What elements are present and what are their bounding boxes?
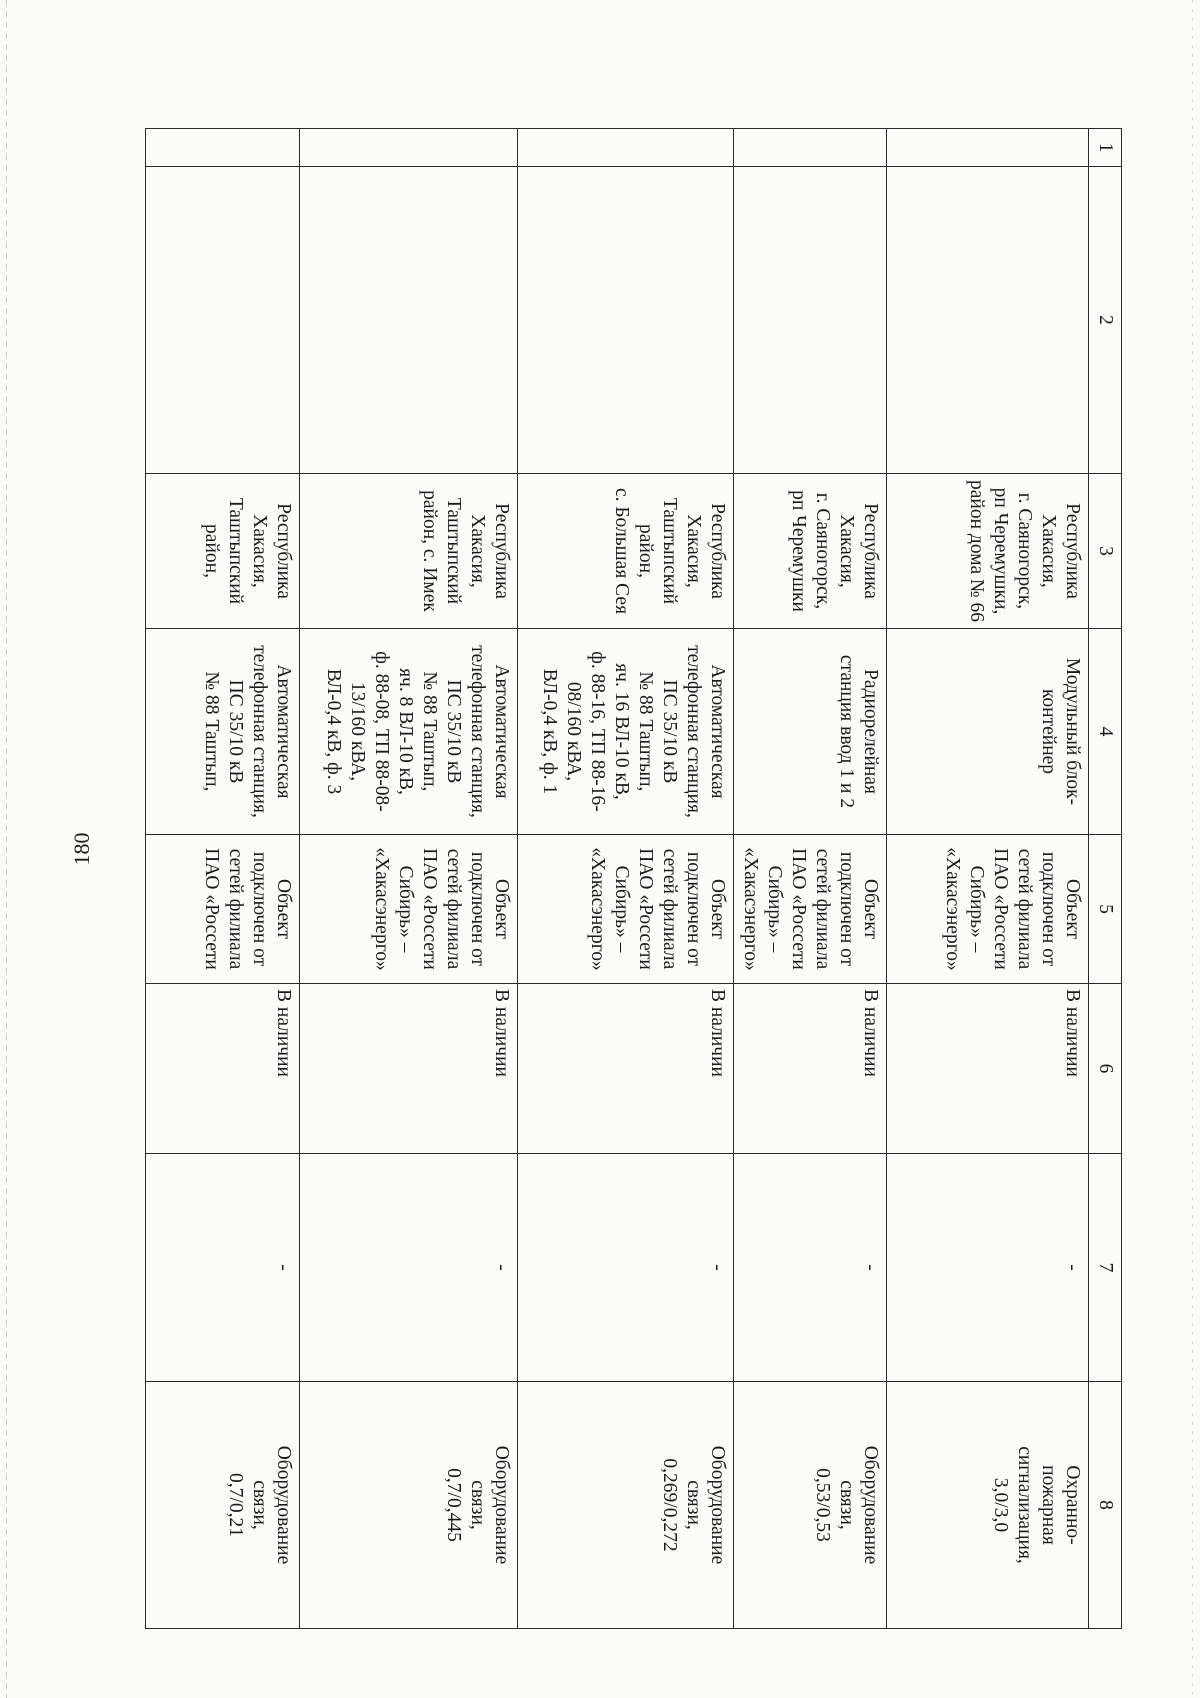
cell-connection: Объект подключен от сетей филиала ПАО «Россети Сибирь» – «Хакасэнерго» [518,835,734,984]
cell-location: Республика Хакасия, Таштыпский район, [146,474,300,629]
cell-equipment: Оборудование связи, 0,7/0,445 [300,1382,518,1629]
header-cell-8: 8 [1089,1382,1122,1629]
table-header-row [1089,129,1122,1629]
cell-location: Республика Хакасия, г. Саяногорск, рп Черемушки [734,474,887,629]
cell-equipment: Оборудование связи, 0,269/0,272 [518,1382,734,1629]
cell-number [887,129,1089,167]
header-cell-2: 2 [1089,167,1122,474]
cell-number [734,129,887,167]
header-cell-3: 3 [1089,474,1122,629]
cell-object: Автоматическая телефонная станция, ПС 35/10 кВ № 88 Таштып, яч. 8 ВЛ-10 кВ, ф. 88-08, ТП 88-08- 13/160 кВА, ВЛ-0,4 кВ, ф. 3 [300,629,518,835]
cell-object: Автоматическая телефонная станция, ПС 35/10 кВ № 88 Таштып, яч. 16 ВЛ-10 кВ, ф. 88-16, ТП 88-16- 08/160 кВА, ВЛ-0,4 кВ, ф. 1 [518,629,734,835]
cell-availability: В наличии [518,984,734,1154]
cell-location: Республика Хакасия, г. Саяногорск, рп Черемушки, район дома № 66 [887,474,1089,629]
table-row [146,129,300,1629]
cell-availability: В наличии [146,984,300,1154]
cell-availability: В наличии [734,984,887,1154]
cell-object: Модульный блок- контейнер [887,629,1089,835]
cell-availability: В наличии [887,984,1089,1154]
cell-number [518,129,734,167]
cell-number [146,129,300,167]
table-row [887,129,1089,1629]
cell-object: Автоматическая телефонная станция, ПС 35/10 кВ № 88 Таштып, [146,629,300,835]
cell-location: Республика Хакасия, Таштыпский район, с. Большая Сея [518,474,734,629]
header-cell-7: 7 [1089,1154,1122,1382]
cell-name [734,167,887,474]
table-row [734,129,887,1629]
header-cell-5: 5 [1089,835,1122,984]
header-cell-1: 1 [1089,129,1122,167]
scan-edge-right [1192,0,1193,1698]
cell-dash: - [518,1154,734,1382]
cell-location: Республика Хакасия, Таштыпский район, с. Имек [300,474,518,629]
header-cell-6: 6 [1089,984,1122,1154]
cell-connection: Объект подключен от сетей филиала ПАО «Россети Сибирь» – «Хакасэнерго» [734,835,887,984]
cell-connection: Объект подключен от сетей филиала ПАО «Россети Сибирь» – «Хакасэнерго» [887,835,1089,984]
cell-equipment: Оборудование связи, 0,7/0,21 [146,1382,300,1629]
cell-name [146,167,300,474]
cell-dash: - [300,1154,518,1382]
cell-equipment: Оборудование связи, 0,53/0,53 [734,1382,887,1629]
data-table [145,128,1122,1629]
cell-dash: - [887,1154,1089,1382]
cell-name [887,167,1089,474]
cell-connection: Объект подключен от сетей филиала ПАО «Россети Сибирь» – «Хакасэнерго» [300,835,518,984]
cell-equipment: Охранно- пожарная сигнализация, 3,0/3,0 [887,1382,1089,1629]
cell-dash: - [734,1154,887,1382]
cell-dash: - [146,1154,300,1382]
header-cell-4: 4 [1089,629,1122,835]
cell-connection: Объект подключен от сетей филиала ПАО «Россети [146,835,300,984]
table-row [518,129,734,1629]
cell-name [300,167,518,474]
scan-edge-left [6,0,7,1698]
page-number: 180 [69,832,94,866]
cell-number [300,129,518,167]
cell-availability: В наличии [300,984,518,1154]
rotated-table-container [177,128,1122,1628]
cell-name [518,167,734,474]
cell-object: Радиорелейная станция ввод 1 и 2 [734,629,887,835]
table-row [300,129,518,1629]
